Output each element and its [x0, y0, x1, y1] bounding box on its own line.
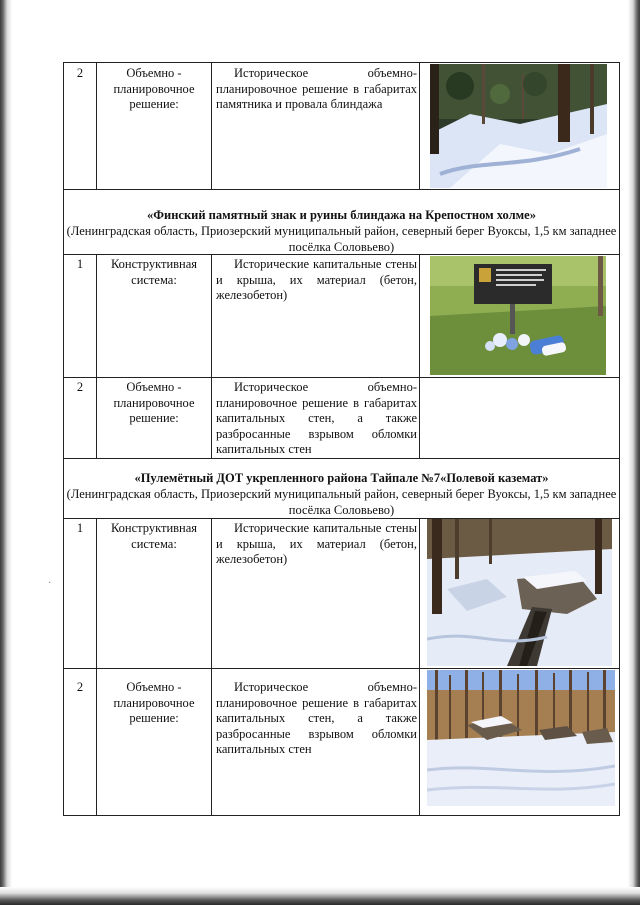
row-description: Исторические капитальные стены и крыша, их материал (бетон, железобетон) [216, 257, 417, 302]
scan-edge-bottom [0, 887, 640, 905]
row-number: 1 [76, 521, 84, 535]
col-divider [419, 63, 420, 189]
col-divider [96, 518, 97, 815]
photo-bunker-ruins [427, 519, 612, 666]
col-divider [419, 254, 420, 458]
row-description: Историческое объемно-планировочное решение в габаритах памятника и провала блиндажа [216, 66, 417, 111]
row-label: Конструктивная система: [110, 257, 198, 287]
section-title: «Финский памятный знак и руины блиндажа на Крепостном холме» [147, 208, 536, 222]
row-description: Исторические капитальные стены и крыша, их материал (бетон, железобетон) [216, 521, 417, 566]
col-divider [419, 518, 420, 815]
photo-snowy-clearing [427, 670, 615, 806]
scan-edge-right [628, 0, 640, 905]
row-divider [64, 458, 619, 459]
row-divider [64, 668, 619, 669]
section-subtitle: (Ленинградская область, Приозерский муниципальный район, северный берег Вуоксы, 1,5 км западнее посёлка Соловьево) [66, 224, 617, 254]
scan-edge-left [0, 0, 12, 905]
row-number: 2 [76, 680, 84, 694]
snowy-clearing-image [427, 670, 615, 806]
row-label: Конструктивная система: [110, 521, 198, 551]
document-table [63, 62, 620, 816]
row-divider [64, 189, 619, 190]
row-label: Объемно - планировочное решение: [113, 66, 195, 111]
scan-artifact: · [48, 578, 52, 589]
row-label: Объемно - планировочное решение: [113, 680, 195, 725]
photo-memorial-sign [430, 256, 606, 375]
row-description: Историческое объемно-планировочное решение в габаритах капитальных стен, а также разбросанные взрывом обломки капитальных стен [216, 380, 417, 456]
memorial-sign-image [430, 256, 606, 375]
section-title: «Пулемётный ДОТ укрепленного района Тайпале №7«Полевой каземат» [134, 471, 549, 485]
row-number: 2 [76, 66, 84, 80]
row-description: Историческое объемно-планировочное решение в габаритах капитальных стен, а также разбросанные взрывом обломки капитальных стен [216, 680, 417, 756]
row-divider [64, 377, 619, 378]
row-label: Объемно - планировочное решение: [113, 380, 195, 425]
bunker-ruins-image [427, 519, 612, 666]
section-subtitle: (Ленинградская область, Приозерский муниципальный район, северный берег Вуоксы, 1,5 км западнее посёлка Соловьево) [66, 487, 617, 517]
row-number: 2 [76, 380, 84, 394]
photo-winter-forest [430, 64, 607, 188]
row-number: 1 [76, 257, 84, 271]
forest-snow-image [430, 64, 607, 188]
